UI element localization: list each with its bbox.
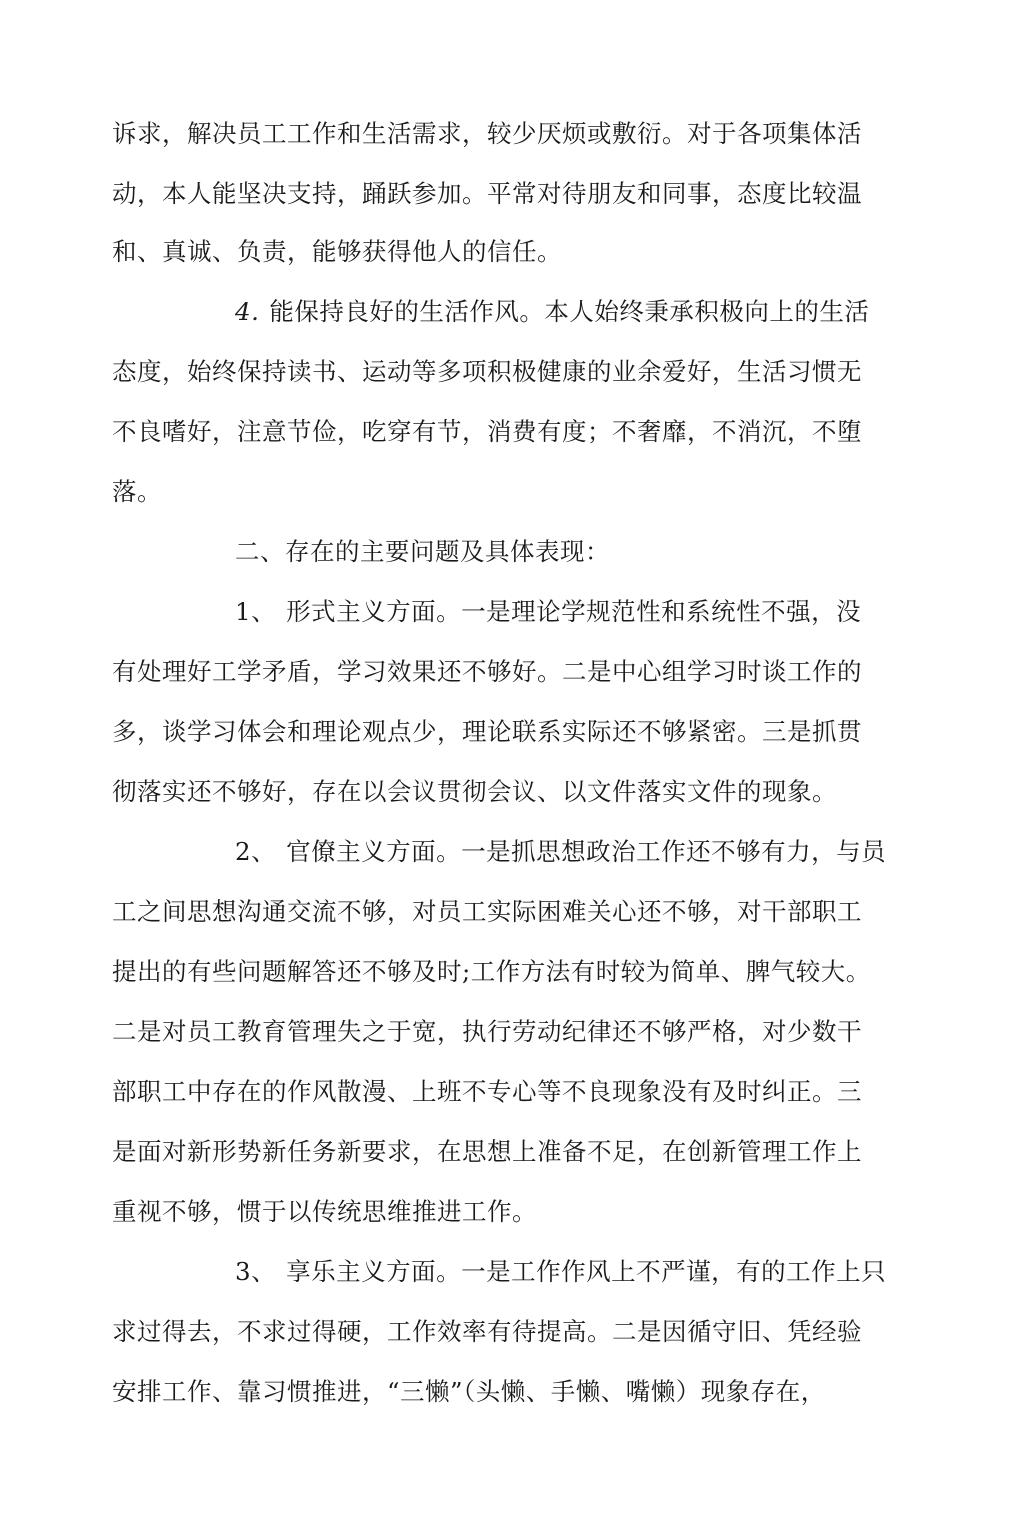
item-number: 2、 [235, 837, 277, 866]
item-1-first-line: 1、 形式主义方面。一是理论学规范性和系统性不强，没 [235, 595, 861, 629]
item-number: 3、 [235, 1257, 277, 1286]
text-line: 有处理好工学矛盾，学习效果还不够好。二是中心组学习时谈工作的 [112, 657, 862, 686]
paragraph-number: 4. [235, 297, 260, 326]
text-line: 落。 [112, 477, 162, 506]
text-line: 是面对新形势新任务新要求，在思想上准备不足，在创新管理工作上 [112, 1137, 862, 1166]
text-line: 态度，始终保持读书、运动等多项积极健康的业余爱好，生活习惯无 [112, 357, 862, 386]
text-line: 二是对员工教育管理失之于宽，执行劳动纪律还不够严格，对少数干 [112, 1017, 862, 1046]
text-line: 重视不够，惯于以传统思维推进工作。 [112, 1197, 537, 1226]
text-line: 不良嗜好，注意节俭，吃穿有节，消费有度；不奢靡，不消沉，不堕 [112, 417, 862, 446]
text-line: 安排工作、靠习惯推进，“三懒”（头懒、手懒、嘴懒）现象存在， [112, 1377, 826, 1406]
text-line: 求过得去，不求过得硬，工作效率有待提高。二是因循守旧、凭经验 [112, 1317, 862, 1346]
text-line: 工之间思想沟通交流不够，对员工实际困难关心还不够，对干部职工 [112, 897, 862, 926]
text-line: 部职工中存在的作风散漫、上班不专心等不良现象没有及时纠正。三 [112, 1077, 862, 1106]
paragraph-4-first-line: 4. 能保持良好的生活作风。本人始终秉承积极向上的生活 [235, 295, 869, 329]
text-line: 和、真诚、负责，能够获得他人的信任。 [112, 237, 562, 266]
item-3-first-line: 3、 享乐主义方面。一是工作作风上不严谨，有的工作上只 [235, 1255, 886, 1289]
text-line: 诉求，解决员工工作和生活需求，较少厌烦或敷衍。对于各项集体活 [112, 119, 862, 148]
text-line: 提出的有些问题解答还不够及时;工作方法有时较为简单、脾气较大。 [112, 957, 871, 986]
item-number: 1、 [235, 597, 277, 626]
text-line: 多，谈学习体会和理论观点少，理论联系实际还不够紧密。三是抓贯 [112, 717, 862, 746]
text-line: 动，本人能坚决支持，踊跃参加。平常对待朋友和同事，态度比较温 [112, 179, 862, 208]
text-line: 彻落实还不够好，存在以会议贯彻会议、以文件落实文件的现象。 [112, 777, 837, 806]
section-heading: 二、存在的主要问题及具体表现： [235, 537, 610, 566]
item-2-first-line: 2、 官僚主义方面。一是抓思想政治工作还不够有力，与员 [235, 835, 886, 869]
